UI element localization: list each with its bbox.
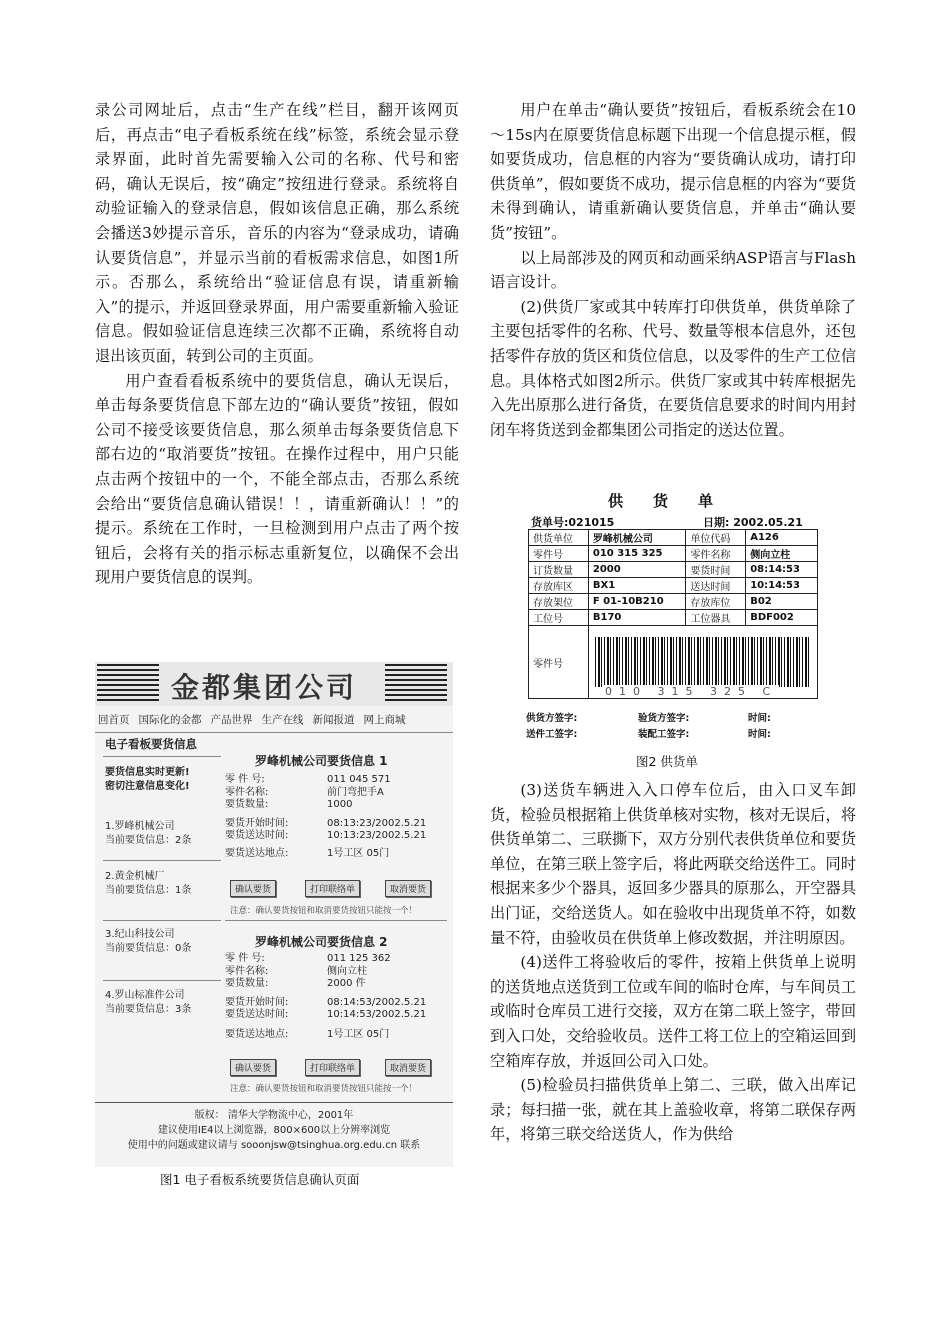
- table-cell: 罗峰机械公司: [588, 530, 685, 546]
- order-details: [225, 774, 426, 861]
- table-row: [529, 562, 818, 578]
- signature-label: 送件工签字:: [526, 729, 578, 740]
- sidebar-title: 电子看板要货信息: [105, 737, 197, 751]
- field-value: 前门弯把手A: [327, 786, 384, 798]
- table-cell: B02: [746, 594, 818, 610]
- order-title: 罗峰机械公司要货信息 1: [255, 754, 388, 768]
- site-nav: [95, 712, 453, 730]
- field-value: 011 125 362: [327, 953, 391, 964]
- footer-copyright: 版权： 清华大学物流中心，2001年: [194, 1110, 354, 1121]
- field-value: 1号工区 05门: [327, 1028, 390, 1040]
- figure-2-caption: 图2 供货单: [636, 754, 698, 769]
- slip-number: 货单号:021015: [531, 516, 615, 529]
- paragraph: 用户在单击“确认要货”按钮后，看板系统会在10～15s内在原要货信息标题下出现一个信息提示框，假如要货成功，信息框的内容为“要货确认成功，请打印供货单”，假如要货不成功，提示信息框的内容为“要货未得到确认，请重新确认要货信息，并单击“确认要货”按钮”。: [490, 101, 856, 242]
- signature-label: 时间:: [748, 729, 771, 740]
- field-value: 08:14:53/2002.5.21: [327, 996, 427, 1008]
- right-column: [490, 98, 856, 442]
- signature-label: 装配工签字:: [638, 729, 690, 740]
- nav-item-products[interactable]: 产品世界: [210, 714, 253, 726]
- sidebar-company[interactable]: 4.罗山标准件公司: [105, 990, 185, 1001]
- table-cell: 08:14:53: [746, 562, 818, 578]
- footer-browser: 建议使用IE4以上浏览器，800×600以上分辨率浏览: [157, 1125, 391, 1136]
- table-cell: 订货数量: [529, 562, 589, 578]
- table-cell: 单位代码: [686, 530, 746, 546]
- divider: [103, 756, 221, 757]
- sidebar-company[interactable]: 3.纪山科技公司: [105, 929, 175, 940]
- order-note: 注意：确认要货按钮和取消要货按钮只能按一个！: [230, 906, 418, 916]
- field-label: 要货送达时间:: [225, 830, 289, 842]
- signature-label: 时间:: [748, 713, 771, 724]
- table-cell: 零件名称: [686, 546, 746, 562]
- slip-date: 日期: 2002.05.21: [703, 516, 803, 529]
- table-cell: B170: [588, 610, 685, 626]
- right-column-continued: [490, 778, 856, 1147]
- sidebar-company-count: 当前要货信息：1条: [105, 885, 192, 896]
- table-row: [529, 530, 818, 546]
- table-cell: 2000: [588, 562, 685, 578]
- table-cell: 存放库位: [686, 594, 746, 610]
- paragraph: (2)供货厂家或其中转库打印供货单，供货单除了主要包括零件的名称、代号、数量等根本信息外，还包括零件存放的货区和货位信息，以及零件的生产工位信息。具体格式如图2所示。供货厂家或其中转库根据先入先出原那么进行备货，在要货信息要求的时间内用封闭车将货送到金都集团公司指定的送达位置。: [490, 297, 856, 439]
- company-logo: 金都集团公司: [171, 671, 358, 704]
- paragraph: 录公司网址后，点击“生产在线”栏目，翻开该网页后，再点击“电子看板系统在线”标签，系统会显示登录界面，此时首先需要输入公司的名称、代号和密码，确认无误后，按“确定”按纽进行登录。系统将自动验证输入的登录信息，假如该信息正确，那么系统会播送3妙提示音乐，音乐的内容为“登录成功，请确认要货信息”，并显示当前的看板需求信息，如图1所示。否那么，系统给出“验证信息有误，请重新输入”的提示，并返回登录界面，用户需要重新输入验证信息。假如验证信息连续三次都不正确，系统将自动退出该页面，转到公司的主页面。: [95, 101, 459, 365]
- sidebar-company[interactable]: 1.罗峰机械公司: [105, 821, 175, 832]
- signature-label: 供货方签字:: [526, 713, 578, 724]
- field-label: 要货送达地点:: [225, 1028, 289, 1040]
- table-row: [529, 578, 818, 594]
- banner-stripes-right: [385, 664, 447, 702]
- table-cell: BDF002: [746, 610, 818, 626]
- nav-item-international[interactable]: 国际化的金都: [138, 714, 202, 726]
- paragraph: (4)送件工将验收后的零件，按箱上供货单上说明的送货地点送货到工位或车间的临时仓库，与车间员工或临时仓库员工进行交接，双方在第二联上签字，带回到入口处，交给验收员。送件工将工位上的空箱运回到空箱库存放，并返回公司入口处。: [490, 953, 856, 1070]
- print-slip-button[interactable]: 打印联络单: [305, 1059, 360, 1076]
- paragraph: (3)送货车辆进入入口停车位后，由入口叉车卸货，检验员根据箱上供货单核对实物，核对无误后，将供货单第二、三联撕下，双方分别代表供货单位和要货单位，在第三联上签字后，将此两联交给送件工。同时根据来多少个器具，返回多少器具的原那么，开空器具出门证，交给送货人。如在验收中出现货单不符，如数量不符，由验收员在供货单上修改数据，并注明原因。: [490, 781, 856, 947]
- field-label: 零件名称:: [225, 786, 269, 798]
- figure-1-screenshot: [95, 662, 453, 1167]
- field-value: 10:13:23/2002.5.21: [327, 830, 427, 842]
- field-label: 要货送达时间:: [225, 1009, 289, 1021]
- table-cell: 零件号: [529, 546, 589, 562]
- confirm-order-button[interactable]: 确认要货: [230, 1059, 276, 1076]
- figure-2-delivery-slip: [523, 488, 823, 750]
- divider: [95, 732, 453, 733]
- barcode-image: [595, 637, 809, 687]
- notice-line: 要货信息实时更新!: [105, 767, 190, 778]
- table-row: [529, 610, 818, 626]
- signature-label: 验货方签字:: [638, 713, 690, 724]
- nav-item-production[interactable]: 生产在线: [261, 714, 304, 726]
- divider: [103, 920, 221, 921]
- order-title: 罗峰机械公司要货信息 2: [255, 935, 388, 949]
- divider: [103, 860, 221, 861]
- table-cell: 010 315 325: [588, 546, 685, 562]
- table-cell: 供货单位: [529, 530, 589, 546]
- field-label: 要货开始时间:: [225, 996, 289, 1008]
- table-cell: 存放库区: [529, 578, 589, 594]
- table-cell: 工位号: [529, 610, 589, 626]
- cancel-order-button[interactable]: 取消要货: [385, 1059, 431, 1076]
- field-label: 零 件 号:: [225, 953, 265, 964]
- table-cell: 10:14:53: [746, 578, 818, 594]
- field-label: 要货数量:: [225, 799, 269, 811]
- field-value: 侧向立柱: [327, 965, 367, 977]
- nav-item-home[interactable]: 回首页: [98, 714, 130, 726]
- field-value: 2000 件: [327, 978, 366, 990]
- nav-item-shop[interactable]: 网上商城: [363, 714, 406, 726]
- sidebar-company-count: 当前要货信息：0条: [105, 943, 192, 954]
- cancel-order-button[interactable]: 取消要货: [385, 880, 431, 897]
- sidebar-company[interactable]: 2.黄金机械厂: [105, 871, 165, 882]
- field-label: 零 件 号:: [225, 774, 265, 785]
- table-cell: BX1: [588, 578, 685, 594]
- field-label: 要货数量:: [225, 978, 269, 990]
- table-cell: F 01-10B210: [588, 594, 685, 610]
- table-cell: 工位器具: [686, 610, 746, 626]
- field-value: 1000: [327, 799, 353, 811]
- barcode-label: 零件号: [529, 626, 589, 699]
- sidebar-company-count: 当前要货信息：3条: [105, 1004, 192, 1015]
- paragraph: 以上局部涉及的网页和动画采纳ASP语言与Flash语言设计。: [490, 248, 856, 292]
- left-column: [95, 98, 459, 590]
- table-cell: 存放架位: [529, 594, 589, 610]
- table-row: [529, 594, 818, 610]
- table-row: [529, 546, 818, 562]
- field-value: 08:13:23/2002.5.21: [327, 817, 427, 829]
- divider: [225, 920, 447, 921]
- order-details: [225, 953, 426, 1042]
- slip-title: 供货单: [608, 492, 744, 510]
- field-value: 011 045 571: [327, 774, 391, 785]
- nav-item-news[interactable]: 新闻报道: [312, 714, 355, 726]
- field-label: 要货送达地点:: [225, 847, 289, 859]
- confirm-order-button[interactable]: 确认要货: [230, 880, 276, 897]
- order-note: 注意：确认要货按钮和取消要货按钮只能按一个！: [230, 1084, 418, 1094]
- barcode-number: 010 315 325 C: [605, 685, 778, 698]
- divider: [103, 980, 221, 981]
- notice-line: 密切注意信息变化!: [105, 781, 190, 792]
- paragraph: (5)检验员扫描供货单上第二、三联，做入出库记录；每扫描一张，就在其上盖验收章，将第二联保存两年，将第三联交给送货人，作为供给: [490, 1076, 856, 1144]
- banner-stripes-left: [97, 664, 159, 702]
- sidebar-company-count: 当前要货信息：2条: [105, 835, 192, 846]
- site-banner: [95, 662, 453, 706]
- divider: [95, 1102, 453, 1103]
- table-cell: A126: [746, 530, 818, 546]
- paragraph: 用户查看看板系统中的要货信息，确认无误后，单击每条要货信息下部左边的“确认要货”按钮，假如公司不接受该要货信息，那么须单击每条要货信息下部右边的“取消要货”按钮。在操作过程中，用户只能点击两个按钮中的一个，不能全部点击，否那么系统会给出“要货信息确认错误！！，请重新确认！！”的提示。系统在工作时，一旦检测到用户点击了两个按钮后，会将有关的指示标志重新复位，以确保不会出现用户要货信息的误判。: [95, 371, 459, 587]
- field-label: 要货开始时间:: [225, 817, 289, 829]
- table-cell: 侧向立柱: [746, 546, 818, 562]
- print-slip-button[interactable]: 打印联络单: [305, 880, 360, 897]
- table-cell: 送达时间: [686, 578, 746, 594]
- figure-1-caption: 图1 电子看板系统要货信息确认页面: [160, 1172, 360, 1187]
- table-cell: 要货时间: [686, 562, 746, 578]
- field-value: 1号工区 05门: [327, 847, 390, 859]
- footer-contact: 使用中的问题或建议请与 sooonjsw@tsinghua.org.edu.cn 联系: [127, 1140, 421, 1151]
- field-value: 10:14:53/2002.5.21: [327, 1009, 427, 1021]
- field-label: 零件名称:: [225, 965, 269, 977]
